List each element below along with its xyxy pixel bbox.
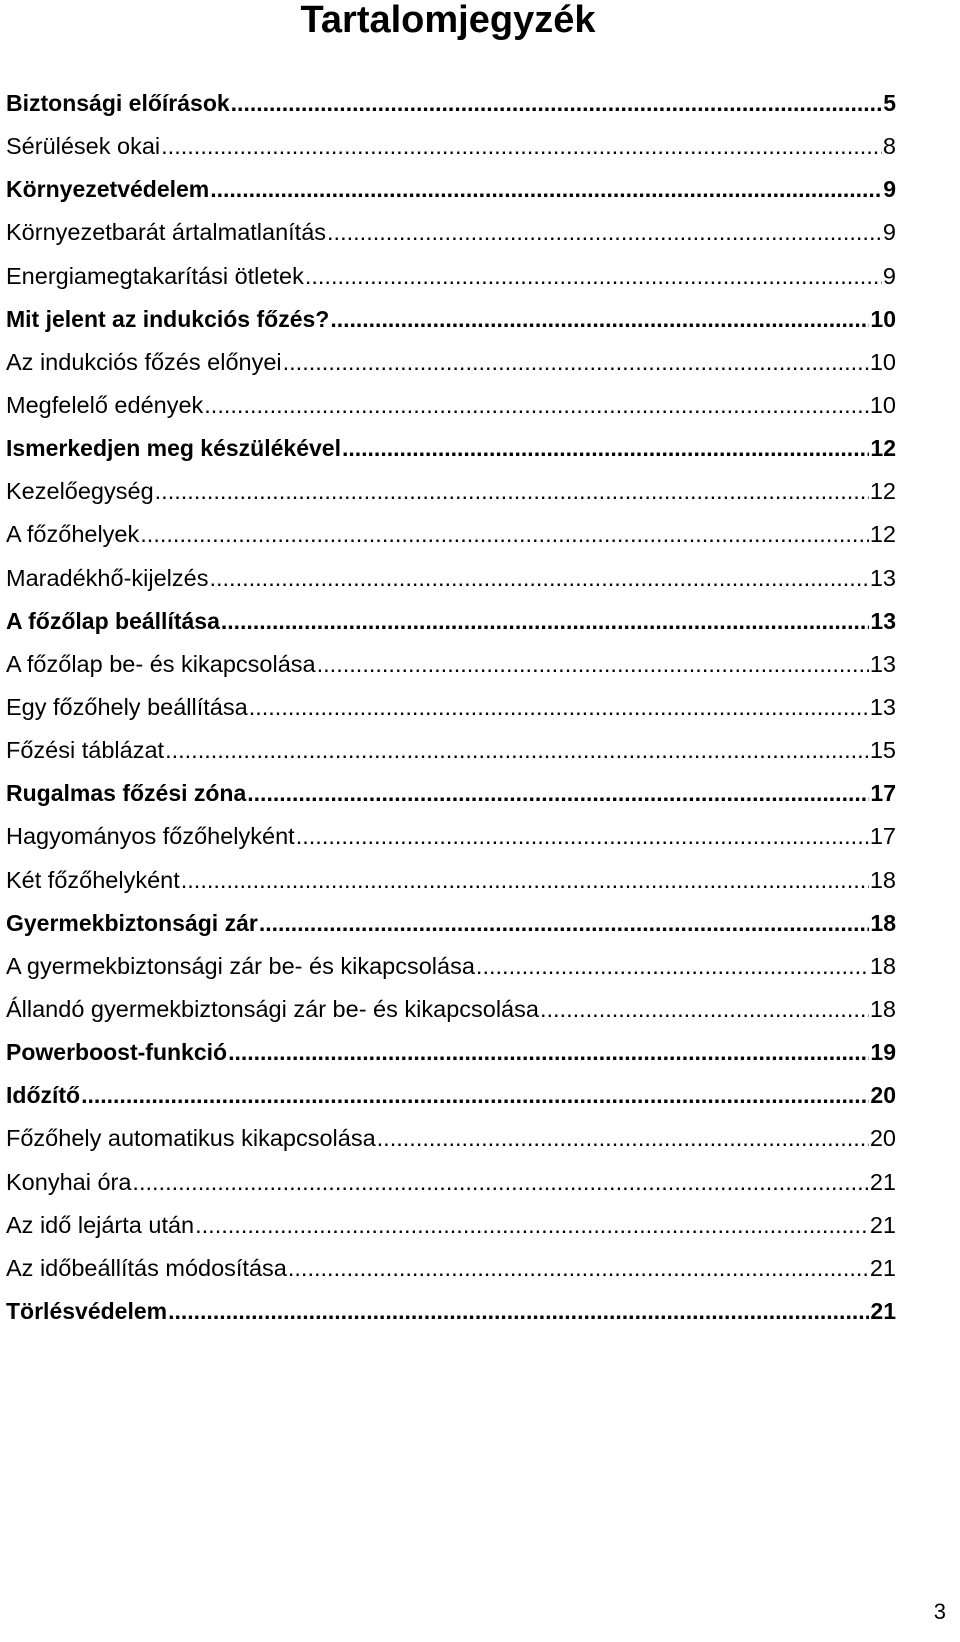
toc-entry-page: 18 (869, 866, 896, 893)
toc-dot-leader (327, 217, 882, 247)
toc-entry-page: 18 (870, 909, 896, 936)
toc-entry[interactable] (6, 1296, 896, 1339)
toc-entry-label: Környezetvédelem (6, 176, 210, 203)
toc-entry[interactable] (6, 649, 896, 692)
toc-dot-leader (210, 174, 882, 204)
toc-entry-page: 17 (869, 823, 896, 850)
toc-entry-page: 19 (870, 1039, 896, 1066)
toc-entry-label: Főzési táblázat (6, 737, 165, 764)
toc-entry-page: 12 (869, 478, 896, 505)
toc-entry-label: Az időbeállítás módosítása (6, 1254, 287, 1281)
page-number: 3 (933, 1599, 946, 1624)
toc-dot-leader (288, 1253, 869, 1283)
toc-entry[interactable] (6, 1210, 896, 1253)
toc-entry-label: A főzőhelyek (6, 521, 140, 548)
toc-entry[interactable] (6, 519, 896, 562)
toc-entry[interactable] (6, 994, 896, 1037)
toc-dot-leader (259, 908, 870, 938)
toc-entry-label: Környezetbarát ártalmatlanítás (6, 219, 327, 246)
toc-entry-label: A főzőlap be- és kikapcsolása (6, 650, 316, 677)
toc-dot-leader (317, 649, 869, 679)
toc-entry-page: 20 (870, 1082, 896, 1109)
toc-dot-leader (305, 261, 882, 291)
toc-entry-label: Az idő lejárta után (6, 1211, 195, 1238)
toc-entry-label: Két főzőhelyként (6, 866, 180, 893)
toc-entry-page: 5 (883, 90, 896, 116)
toc-entry[interactable] (6, 174, 896, 217)
toc-dot-leader (296, 821, 869, 851)
toc-entry-label: Powerboost-funkció (6, 1039, 228, 1066)
toc-entry-page: 21 (870, 1297, 896, 1324)
toc-entry-page: 20 (869, 1125, 896, 1152)
toc-dot-leader (377, 1123, 869, 1153)
toc-dot-leader (204, 390, 869, 420)
toc-entry[interactable] (6, 865, 896, 908)
table-of-contents (6, 88, 896, 1339)
toc-entry[interactable] (6, 735, 896, 778)
toc-entry-page: 9 (883, 176, 896, 203)
toc-entry-page: 8 (882, 133, 896, 160)
toc-entry[interactable] (6, 908, 896, 951)
toc-dot-leader (342, 433, 869, 463)
toc-entry-label: Ismerkedjen meg készülékével (6, 435, 341, 462)
toc-dot-leader (209, 563, 868, 593)
toc-entry[interactable] (6, 1123, 896, 1166)
toc-dot-leader (283, 347, 869, 377)
toc-dot-leader (228, 1037, 869, 1067)
toc-entry-label: Energiamegtakarítási ötletek (6, 262, 304, 289)
toc-entry-page: 13 (869, 564, 896, 591)
toc-entry[interactable] (6, 304, 896, 347)
toc-dot-leader (247, 778, 869, 808)
toc-entry-page: 21 (869, 1254, 896, 1281)
toc-entry-label: A főzőlap beállítása (6, 607, 220, 634)
toc-entry[interactable] (6, 131, 896, 174)
toc-entry-label: Biztonsági előírások (6, 90, 230, 116)
toc-entry-label: Sérülések okai (6, 133, 161, 160)
toc-entry-page: 10 (870, 305, 896, 332)
toc-entry[interactable] (6, 1253, 896, 1296)
toc-entry-label: Rugalmas főzési zóna (6, 780, 247, 807)
toc-entry-label: Főzőhely automatikus kikapcsolása (6, 1125, 376, 1152)
toc-entry-label: Kezelőegység (6, 478, 154, 505)
toc-entry-label: Gyermekbiztonsági zár (6, 909, 258, 936)
toc-entry-label: Időzítő (6, 1082, 81, 1109)
toc-dot-leader (81, 1080, 869, 1110)
toc-entry-label: Maradékhő-kijelzés (6, 564, 209, 591)
toc-dot-leader (168, 1296, 869, 1326)
toc-entry-page: 13 (869, 650, 896, 677)
toc-entry-page: 15 (869, 737, 896, 764)
toc-entry-label: Egy főzőhely beállítása (6, 693, 248, 720)
toc-entry-page: 10 (869, 348, 896, 375)
toc-entry[interactable] (6, 606, 896, 649)
toc-entry[interactable] (6, 433, 896, 476)
toc-dot-leader (221, 606, 870, 636)
toc-entry-page: 10 (869, 391, 896, 418)
toc-dot-leader (161, 131, 882, 161)
toc-entry[interactable] (6, 563, 896, 606)
toc-entry-page: 21 (869, 1211, 896, 1238)
toc-entry[interactable] (6, 390, 896, 433)
toc-entry-label: Törlésvédelem (6, 1297, 168, 1324)
toc-entry[interactable] (6, 261, 896, 304)
toc-dot-leader (249, 692, 869, 722)
page-title: Tartalomjegyzék (300, 0, 596, 41)
toc-entry-label: Hagyományos főzőhelyként (6, 823, 295, 850)
toc-entry-page: 18 (869, 952, 896, 979)
toc-entry[interactable] (6, 821, 896, 864)
toc-dot-leader (330, 304, 869, 334)
toc-dot-leader (155, 476, 869, 506)
toc-dot-leader (132, 1167, 868, 1197)
toc-dot-leader (140, 519, 869, 549)
toc-entry-page: 9 (882, 219, 896, 246)
toc-entry[interactable] (6, 476, 896, 519)
toc-entry[interactable] (6, 692, 896, 735)
toc-entry-page: 13 (869, 693, 896, 720)
toc-entry[interactable] (6, 1080, 896, 1123)
toc-entry-label: Konyhai óra (6, 1168, 132, 1195)
toc-entry-label: A gyermekbiztonsági zár be- és kikapcsolása (6, 952, 475, 979)
toc-dot-leader (165, 735, 869, 765)
toc-entry[interactable] (6, 1037, 896, 1080)
toc-entry[interactable] (6, 88, 896, 131)
toc-entry[interactable] (6, 951, 896, 994)
toc-entry-label: Állandó gyermekbiztonsági zár be- és kikapcsolása (6, 995, 539, 1022)
toc-entry-page: 12 (869, 521, 896, 548)
toc-entry-label: Mit jelent az indukciós főzés? (6, 305, 330, 332)
toc-dot-leader (181, 865, 869, 895)
toc-entry[interactable] (6, 778, 896, 821)
toc-entry[interactable] (6, 347, 896, 390)
toc-dot-leader (540, 994, 869, 1024)
toc-entry-page: 21 (869, 1168, 896, 1195)
toc-dot-leader (476, 951, 869, 981)
toc-entry[interactable] (6, 217, 896, 260)
toc-entry-label: Megfelelő edények (6, 391, 204, 418)
toc-entry-page: 12 (870, 435, 896, 462)
toc-entry-page: 9 (882, 262, 896, 289)
toc-entry-page: 18 (869, 995, 896, 1022)
toc-dot-leader (195, 1210, 869, 1240)
toc-entry-page: 13 (870, 607, 896, 634)
toc-entry-label: Az indukciós főzés előnyei (6, 348, 282, 375)
toc-entry-page: 17 (870, 780, 896, 807)
toc-dot-leader (231, 88, 883, 118)
toc-entry[interactable] (6, 1167, 896, 1210)
